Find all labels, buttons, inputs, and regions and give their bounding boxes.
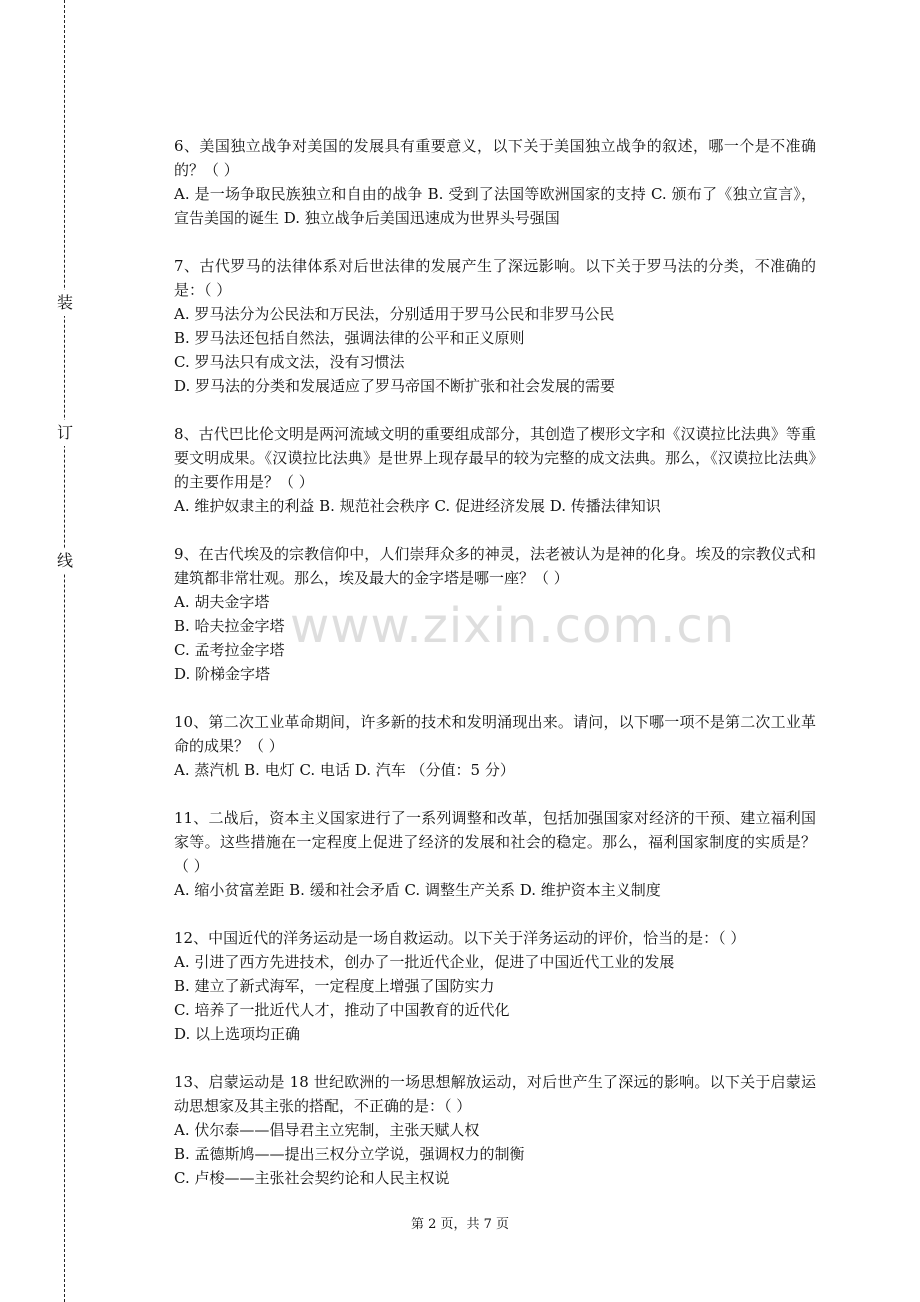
question-options: A. 缩小贫富差距 B. 缓和社会矛盾 C. 调整生产关系 D. 维护资本主义制度 (174, 881, 661, 899)
question-13 (174, 1070, 816, 1190)
question-options: A. 维护奴隶主的利益 B. 规范社会秩序 C. 促进经济发展 D. 传播法律知识 (174, 497, 661, 515)
binding-char-xian: 线 (54, 548, 76, 574)
question-stem: 7、古代罗马的法律体系对后世法律的发展产生了深远影响。以下关于罗马法的分类，不准确的是：（ ） (174, 257, 816, 299)
question-stem: 9、在古代埃及的宗教信仰中，人们崇拜众多的神灵，法老被认为是神的化身。埃及的宗教仪式和建筑都非常壮观。那么，埃及最大的金字塔是哪一座？（ ） (174, 545, 816, 587)
watermark: www.zixin.com.cn (290, 598, 736, 654)
question-9 (174, 542, 816, 686)
option-d: D. 阶梯金字塔 (174, 665, 271, 683)
option-a: A. 伏尔泰——倡导君主立宪制，主张天赋人权 (174, 1121, 480, 1139)
question-11 (174, 806, 816, 902)
question-stem: 6、美国独立战争对美国的发展具有重要意义，以下关于美国独立战争的叙述，哪一个是不准确的？（ ） (174, 137, 816, 179)
option-c: C. 罗马法只有成文法，没有习惯法 (174, 353, 405, 371)
option-c: C. 卢梭——主张社会契约论和人民主权说 (174, 1169, 450, 1187)
question-12 (174, 926, 816, 1046)
question-list (174, 134, 816, 1214)
option-b: B. 哈夫拉金字塔 (174, 617, 285, 635)
option-b: B. 罗马法还包括自然法，强调法律的公平和正义原则 (174, 329, 525, 347)
question-options: A. 蒸汽机 B. 电灯 C. 电话 D. 汽车 （分值：5 分） (174, 761, 515, 779)
question-stem: 13、启蒙运动是 18 世纪欧洲的一场思想解放运动，对后世产生了深远的影响。以下关于启蒙运动思想家及其主张的搭配，不正确的是：（ ） (174, 1073, 816, 1115)
question-stem: 8、古代巴比伦文明是两河流域文明的重要组成部分，其创造了楔形文字和《汉谟拉比法典》等重要文明成果。《汉谟拉比法典》是世界上现存最早的较为完整的成文法典。那么，《汉谟拉比法典》的主要作用是？（ ） (174, 425, 816, 491)
option-d: D. 罗马法的分类和发展适应了罗马帝国不断扩张和社会发展的需要 (174, 377, 616, 395)
option-a: A. 引进了西方先进技术，创办了一批近代企业，促进了中国近代工业的发展 (174, 953, 675, 971)
question-8 (174, 422, 816, 518)
question-stem: 11、二战后，资本主义国家进行了一系列调整和改革，包括加强国家对经济的干预、建立福利国家等。这些措施在一定程度上促进了经济的发展和社会的稳定。那么，福利国家制度的实质是？（ ） (174, 809, 816, 875)
binding-dashed-line (64, 0, 65, 1302)
binding-char-ding: 订 (54, 420, 76, 446)
option-a: A. 罗马法分为公民法和万民法，分别适用于罗马公民和非罗马公民 (174, 305, 615, 323)
option-c: C. 培养了一批近代人才，推动了中国教育的近代化 (174, 1001, 510, 1019)
page-footer: 第 2 页，共 7 页 (410, 1217, 510, 1232)
question-options: A. 是一场争取民族独立和自由的战争 B. 受到了法国等欧洲国家的支持 C. 颁布了《独立宣言》，宣告美国的诞生 D. 独立战争后美国迅速成为世界头号强国 (174, 185, 816, 227)
question-10 (174, 710, 816, 782)
binding-char-zhuang: 装 (54, 290, 76, 316)
option-c: C. 孟考拉金字塔 (174, 641, 285, 659)
question-stem: 12、中国近代的洋务运动是一场自救运动。以下关于洋务运动的评价，恰当的是：（ ） (174, 929, 746, 947)
option-a: A. 胡夫金字塔 (174, 593, 270, 611)
question-stem: 10、第二次工业革命期间，许多新的技术和发明涌现出来。请问，以下哪一项不是第二次工业革命的成果？（ ） (174, 713, 816, 755)
option-b: B. 孟德斯鸠——提出三权分立学说，强调权力的制衡 (174, 1145, 525, 1163)
option-d: D. 以上选项均正确 (174, 1025, 301, 1043)
option-b: B. 建立了新式海军，一定程度上增强了国防实力 (174, 977, 495, 995)
question-6 (174, 134, 816, 230)
question-7 (174, 254, 816, 398)
